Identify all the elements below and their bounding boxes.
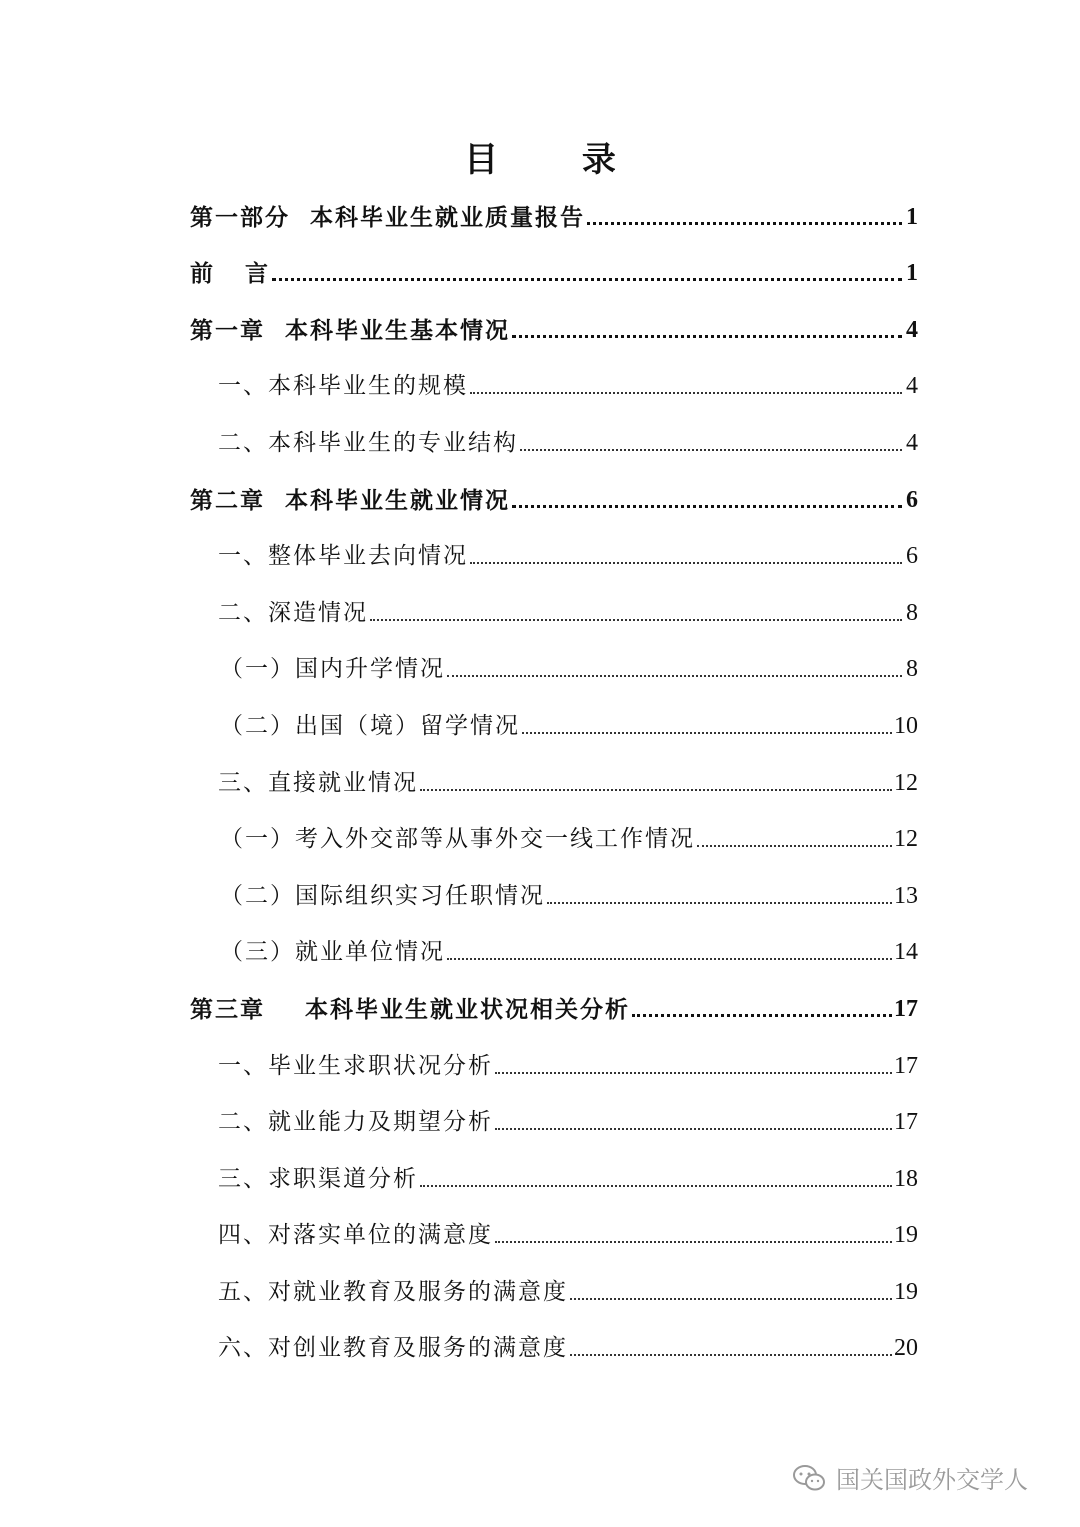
toc-dot-leader (470, 392, 902, 394)
toc-entry[interactable] (190, 293, 918, 350)
toc-dot-leader (570, 1298, 892, 1300)
toc-dot-leader (570, 1354, 892, 1356)
toc-entry-label: 二、本科毕业生的专业结构 (218, 429, 518, 456)
toc-entry[interactable] (190, 1086, 918, 1143)
toc-entry-label: 前 言 (190, 260, 271, 288)
toc-entry-label: 二、就业能力及期望分析 (218, 1109, 493, 1136)
toc-entry-page-number: 8 (906, 599, 918, 626)
toc-entry[interactable] (190, 350, 918, 407)
toc-entry-label: 第一章 本科毕业生基本情况 (190, 316, 511, 344)
toc-entry-label: 二、深造情况 (218, 599, 368, 626)
toc-dot-leader (495, 1241, 892, 1243)
toc-entry-page-number: 17 (894, 1109, 918, 1136)
toc-entry[interactable] (190, 406, 918, 463)
toc-dot-leader (632, 1014, 892, 1017)
watermark-text: 国关国政外交学人 (836, 1466, 1028, 1494)
toc-dot-leader (470, 562, 902, 564)
toc-entry-page-number: 4 (906, 429, 918, 456)
toc-entry-label: （三）就业单位情况 (220, 939, 445, 966)
toc-entry[interactable] (190, 1255, 918, 1312)
toc-entry-label: （一）考入外交部等从事外交一线工作情况 (220, 826, 695, 853)
toc-entry-label: 一、本科毕业生的规模 (218, 373, 468, 400)
toc-entry-page-number: 14 (894, 939, 918, 966)
toc-dot-leader (420, 789, 892, 791)
toc-dot-leader (522, 732, 892, 734)
toc-dot-leader (512, 335, 902, 338)
toc-entry[interactable] (190, 1312, 918, 1369)
page-title: 目 录 (464, 140, 652, 180)
toc-entry-label: 第二章 本科毕业生就业情况 (190, 486, 511, 514)
toc-entry-label: （二）出国（境）留学情况 (220, 712, 520, 739)
toc-entry[interactable] (190, 576, 918, 633)
toc-entry-page-number: 8 (906, 656, 918, 683)
toc-dot-leader (547, 902, 892, 904)
toc-entry[interactable] (190, 633, 918, 690)
toc-entry-page-number: 17 (894, 995, 918, 1022)
toc-entry[interactable] (190, 520, 918, 577)
toc-list (190, 180, 918, 1368)
toc-dot-leader (520, 449, 902, 451)
toc-entry[interactable] (190, 916, 918, 973)
toc-entry[interactable] (190, 1029, 918, 1086)
toc-dot-leader (495, 1128, 892, 1130)
toc-entry-page-number: 6 (906, 543, 918, 570)
toc-entry-page-number: 4 (906, 373, 918, 400)
toc-entry-label: 三、求职渠道分析 (218, 1165, 418, 1192)
toc-entry-page-number: 20 (894, 1335, 918, 1362)
toc-entry[interactable] (190, 972, 918, 1029)
toc-entry[interactable] (190, 237, 918, 294)
toc-entry-page-number: 18 (894, 1165, 918, 1192)
watermark (792, 1460, 1028, 1495)
toc-entry-label: 三、直接就业情况 (218, 769, 418, 796)
toc-entry-page-number: 1 (906, 203, 918, 230)
toc-entry-label: 第一部分 本科毕业生就业质量报告 (190, 203, 586, 231)
toc-entry-page-number: 4 (906, 316, 918, 343)
toc-entry-page-number: 12 (894, 826, 918, 853)
wechat-icon (792, 1463, 826, 1493)
toc-entry-label: 四、对落实单位的满意度 (218, 1222, 493, 1249)
toc-entry-page-number: 12 (894, 769, 918, 796)
toc-dot-leader (447, 675, 902, 677)
toc-entry-page-number: 19 (894, 1222, 918, 1249)
toc-entry[interactable] (190, 859, 918, 916)
toc-entry[interactable] (190, 803, 918, 860)
toc-dot-leader (272, 278, 902, 281)
toc-dot-leader (370, 619, 902, 621)
toc-dot-leader (420, 1185, 892, 1187)
toc-entry[interactable] (190, 180, 918, 237)
toc-entry-page-number: 13 (894, 882, 918, 909)
toc-entry-page-number: 17 (894, 1052, 918, 1079)
toc-entry[interactable] (190, 1142, 918, 1199)
toc-entry-page-number: 6 (906, 486, 918, 513)
toc-dot-leader (587, 222, 902, 225)
toc-dot-leader (447, 958, 892, 960)
toc-dot-leader (697, 845, 892, 847)
toc-entry-label: 五、对就业教育及服务的满意度 (218, 1278, 568, 1305)
toc-entry-label: 一、整体毕业去向情况 (218, 543, 468, 570)
toc-entry[interactable] (190, 463, 918, 520)
toc-entry-label: 第三章 本科毕业生就业状况相关分析 (190, 995, 631, 1023)
toc-entry-label: 一、毕业生求职状况分析 (218, 1052, 493, 1079)
toc-entry-label: （一）国内升学情况 (220, 656, 445, 683)
toc-entry[interactable] (190, 689, 918, 746)
toc-dot-leader (512, 505, 902, 508)
toc-entry-page-number: 10 (894, 712, 918, 739)
toc-entry-label: 六、对创业教育及服务的满意度 (218, 1335, 568, 1362)
toc-dot-leader (495, 1072, 892, 1074)
toc-entry-page-number: 19 (894, 1278, 918, 1305)
toc-entry[interactable] (190, 746, 918, 803)
toc-entry[interactable] (190, 1199, 918, 1256)
toc-entry-page-number: 1 (906, 260, 918, 287)
toc-entry-label: （二）国际组织实习任职情况 (220, 882, 545, 909)
